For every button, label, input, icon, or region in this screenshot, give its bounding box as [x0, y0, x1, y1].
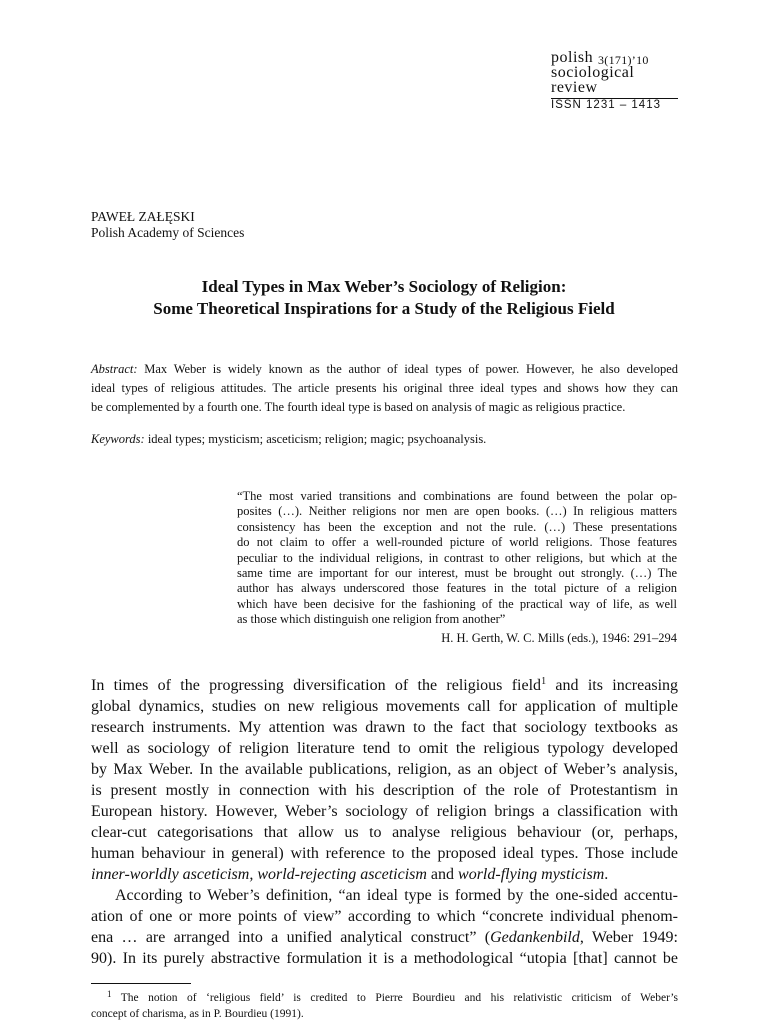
- quote-line: peculiar to the individual religions, in contrast to other religions, but which at the: [237, 550, 677, 565]
- title-line-2: Some Theoretical Inspirations for a Study of the Religious Field: [153, 299, 615, 318]
- keywords-text: ideal types; mysticism; asceticism; religion; magic; psychoanalysis.: [144, 432, 487, 446]
- body-line: global dynamics, studies on new religious movements call for application of multiple: [91, 698, 678, 715]
- footnote-marker: 1: [107, 989, 112, 999]
- keywords: [91, 430, 678, 448]
- quote-line: which have been decisive for the fashioning of the practical way of life, as well: [237, 596, 677, 611]
- quote-source: H. H. Gerth, W. C. Mills (eds.), 1946: 291–294: [441, 630, 677, 645]
- body-text-fragment: , Weber 1949:: [579, 929, 678, 946]
- keywords-label: Keywords:: [91, 432, 145, 446]
- body-line: well as sociology of religion literature tend to omit the religious typology developed: [91, 740, 678, 757]
- body-line: According to Weber’s definition, “an ideal type is formed by the one-sided accentu-: [115, 887, 678, 904]
- footnote-line: [91, 990, 678, 1006]
- body-line: 90). In its purely abstractive formulation it is a methodological “utopia [that] cannot be: [91, 950, 678, 967]
- quote-line: same time are important for our interest, must be brought out strongly. (…) The: [237, 566, 677, 581]
- journal-name-line1: polish: [551, 49, 594, 66]
- footnote-line: concept of charisma, as in P. Bourdieu (1991).: [91, 1008, 304, 1020]
- footnote-text: The notion of ‘religious field’ is credited to Pierre Bourdieu and his relativistic criticism of Weber’s: [111, 992, 678, 1004]
- body-text: [91, 675, 678, 969]
- journal-issue: 3(171)’10: [598, 53, 649, 67]
- quote-line: author has always underscored those features in the total picture of a religion: [237, 581, 677, 596]
- body-line: [91, 927, 678, 948]
- body-italic: inner-worldly asceticism, world-rejecting asceticism: [91, 866, 427, 883]
- abstract: [91, 360, 678, 417]
- body-text-fragment: .: [604, 866, 609, 883]
- abstract-label: Abstract:: [91, 362, 138, 376]
- body-line: [91, 675, 678, 696]
- journal-name-line3: review: [551, 79, 598, 96]
- article-title: [60, 276, 708, 320]
- body-italic: world-flying mysticism: [458, 866, 605, 883]
- body-line: is present mostly in connection with his description of the role of Protestantism in: [91, 782, 678, 799]
- quote-line: posites (…). Neither religions nor men are open books. (…) In religious matters: [237, 504, 677, 519]
- quote-line: consistency has been the exception and not the rule. (…) These presentations: [237, 519, 677, 534]
- title-line-1: Ideal Types in Max Weber’s Sociology of Religion:: [201, 277, 567, 296]
- author-name: PAWEŁ ZAŁĘSKI: [91, 209, 195, 224]
- footnote: [91, 990, 678, 1022]
- body-line: [91, 864, 678, 885]
- journal-header: [551, 49, 681, 111]
- journal-issn: ISSN 1231 – 1413: [551, 99, 661, 111]
- body-line: by Max Weber. In the available publications, religion, as an object of Weber’s analysis,: [91, 761, 678, 778]
- quote-line: do not claim to offer a well-rounded picture of world religions. Those features: [237, 535, 677, 550]
- body-text-fragment: In times of the progressing diversification of the religious field: [91, 677, 542, 694]
- quote-line: “The most varied transitions and combinations are found between the polar op-: [237, 489, 677, 503]
- body-text-fragment: and its increasing: [546, 677, 679, 694]
- footnote-rule: [91, 983, 191, 984]
- body-line: human behaviour in general) with reference to the proposed ideal types. Those include: [91, 845, 678, 862]
- body-text-fragment: and: [426, 866, 459, 883]
- body-line: European history. However, Weber’s sociology of religion brings a classification with: [91, 803, 678, 820]
- abstract-line: Max Weber is widely known as the author of ideal types of power. However, he also developed: [137, 362, 678, 376]
- body-line: research instruments. My attention was drawn to the fact that sociology textbooks as: [91, 719, 678, 736]
- epigraph-quote: [237, 489, 677, 646]
- quote-line: as those which distinguish one religion from another”: [237, 612, 506, 627]
- abstract-line: ideal types of religious attitudes. The article presents his original three ideal types and shows how they can: [91, 381, 678, 395]
- abstract-line: be complemented by a fourth one. The fourth ideal type is based on analysis of magic as religious practice.: [91, 400, 626, 414]
- body-text-fragment: ena … are arranged into a unified analytical construct” (: [91, 929, 491, 946]
- body-line: ation of one or more points of view” according to which “concrete individual phenom-: [91, 908, 678, 925]
- author-block: [91, 209, 244, 241]
- body-italic: Gedankenbild: [490, 929, 580, 946]
- author-affiliation: Polish Academy of Sciences: [91, 225, 245, 240]
- footnote-ref: 1: [541, 676, 547, 687]
- journal-name-line2: sociological: [551, 64, 635, 81]
- body-line: clear-cut categorisations that allow us to analyse religious behaviour (or, perhaps,: [91, 824, 678, 841]
